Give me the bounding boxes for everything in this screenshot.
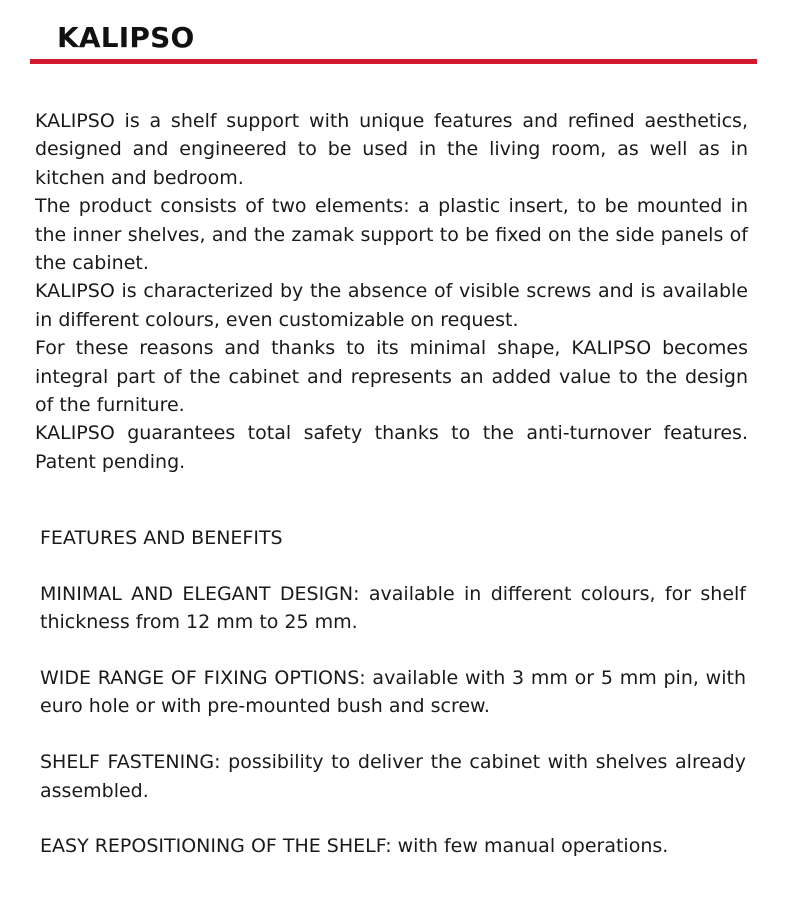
intro-paragraph: For these reasons and thanks to its minimal shape, KALIPSO becomes integral part of the cabinet and represents an added value to the design of the furniture. [35,337,748,417]
features-heading: FEATURES AND BENEFITS [40,527,283,549]
intro-paragraph: KALIPSO is characterized by the absence of visible screws and is available in different colours, even customizable on request. [35,280,748,331]
title-underline [30,59,757,64]
intro-paragraph: KALIPSO is a shelf support with unique features and refined aesthetics, designed and engineered to be used in the living room, as well as in kitchen and bedroom. [35,110,748,189]
feature-item: MINIMAL AND ELEGANT DESIGN: available in different colours, for shelf thickness from 12 mm to 25 mm. [40,582,746,634]
features-section [40,524,746,888]
feature-item: EASY REPOSITIONING OF THE SHELF: with few manual operations. [40,835,669,858]
intro-text [35,107,748,476]
page-title: KALIPSO [57,21,195,54]
feature-item: SHELF FASTENING: possibility to deliver the cabinet with shelves already assembled. [40,750,746,802]
intro-paragraph: KALIPSO guarantees total safety thanks to the anti-turnover features. Patent pending. [35,422,748,473]
feature-item: WIDE RANGE OF FIXING OPTIONS: available with 3 mm or 5 mm pin, with euro hole or with pre-mounted bush and screw. [40,666,746,718]
intro-paragraph: The product consists of two elements: a plastic insert, to be mounted in the inner shelves, and the zamak support to be fixed on the side panels of the cabinet. [35,195,748,275]
